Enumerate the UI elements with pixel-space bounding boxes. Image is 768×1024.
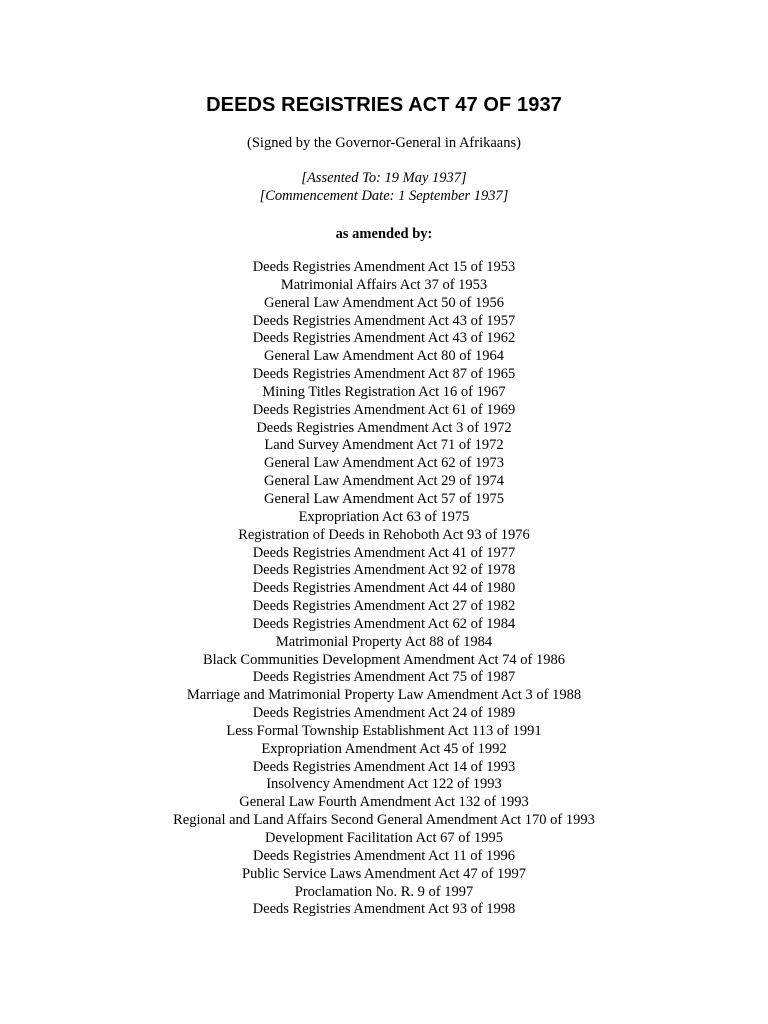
amendment-item: Marriage and Matrimonial Property Law Amendment Act 3 of 1988 xyxy=(186,687,582,704)
amendment-item: Matrimonial Property Act 88 of 1984 xyxy=(275,633,493,650)
amendment-item: Deeds Registries Amendment Act 27 of 1982 xyxy=(252,598,516,615)
amendment-item: Regional and Land Affairs Second General Amendment Act 170 of 1993 xyxy=(173,812,595,829)
amendment-item: General Law Amendment Act 50 of 1956 xyxy=(264,294,504,311)
amendment-item: Deeds Registries Amendment Act 62 of 1984 xyxy=(252,615,516,632)
amendment-item: Deeds Registries Amendment Act 61 of 1969 xyxy=(252,401,516,418)
amendment-item: Deeds Registries Amendment Act 15 of 1953 xyxy=(252,259,516,275)
amendment-item: Proclamation No. R. 9 of 1997 xyxy=(294,883,474,900)
document-title: DEEDS REGISTRIES ACT 47 OF 1937 xyxy=(206,94,562,116)
amendment-item: General Law Amendment Act 62 of 1973 xyxy=(264,455,504,472)
amendment-item: Less Formal Township Establishment Act 113 of 1991 xyxy=(226,722,542,739)
date-block xyxy=(0,169,768,205)
amendment-item: Deeds Registries Amendment Act 11 of 1996 xyxy=(252,847,516,864)
signed-note: (Signed by the Governor-General in Afrikaans) xyxy=(247,135,521,151)
amendment-item: Land Survey Amendment Act 71 of 1972 xyxy=(264,437,504,454)
commencement-date: [Commencement Date: 1 September 1937] xyxy=(259,188,509,204)
amendment-item: Expropriation Act 63 of 1975 xyxy=(298,508,470,525)
amendment-item: Deeds Registries Amendment Act 75 of 1987 xyxy=(252,669,516,686)
amendment-item: Expropriation Amendment Act 45 of 1992 xyxy=(261,740,507,757)
amendment-item: Mining Titles Registration Act 16 of 1967 xyxy=(262,383,506,400)
amendment-item: Deeds Registries Amendment Act 14 of 1993 xyxy=(252,758,516,775)
amendment-item: Registration of Deeds in Rehoboth Act 93 of 1976 xyxy=(238,526,530,543)
amendment-item: Deeds Registries Amendment Act 92 of 1978 xyxy=(252,562,516,579)
amendment-item: Deeds Registries Amendment Act 3 of 1972 xyxy=(256,419,512,436)
amendment-item: Deeds Registries Amendment Act 43 of 1962 xyxy=(252,330,516,347)
amendment-item: General Law Amendment Act 80 of 1964 xyxy=(264,348,504,365)
amendment-item: General Law Amendment Act 29 of 1974 xyxy=(264,473,504,490)
amendment-item: Deeds Registries Amendment Act 24 of 1989 xyxy=(252,705,516,722)
amendment-item: Insolvency Amendment Act 122 of 1993 xyxy=(266,776,502,793)
amendment-item: Deeds Registries Amendment Act 43 of 1957 xyxy=(252,312,516,329)
assented-date: [Assented To: 19 May 1937] xyxy=(301,170,467,186)
amendment-list xyxy=(0,259,768,919)
amended-heading: as amended by: xyxy=(335,226,433,242)
amendment-item: Deeds Registries Amendment Act 44 of 1980 xyxy=(252,580,516,597)
amendment-item: Matrimonial Affairs Act 37 of 1953 xyxy=(280,276,488,293)
amendment-item: Black Communities Development Amendment Act 74 of 1986 xyxy=(202,651,566,668)
amendment-item: Deeds Registries Amendment Act 41 of 1977 xyxy=(252,544,516,561)
amendment-item: Deeds Registries Amendment Act 87 of 1965 xyxy=(252,366,516,383)
amendment-item: General Law Amendment Act 57 of 1975 xyxy=(264,490,504,507)
amendment-item: Public Service Laws Amendment Act 47 of 1997 xyxy=(242,865,526,882)
amendment-item: Development Facilitation Act 67 of 1995 xyxy=(265,830,503,846)
amendment-item: General Law Fourth Amendment Act 132 of 1993 xyxy=(239,794,529,811)
amendment-item: Deeds Registries Amendment Act 93 of 1998 xyxy=(252,901,516,918)
